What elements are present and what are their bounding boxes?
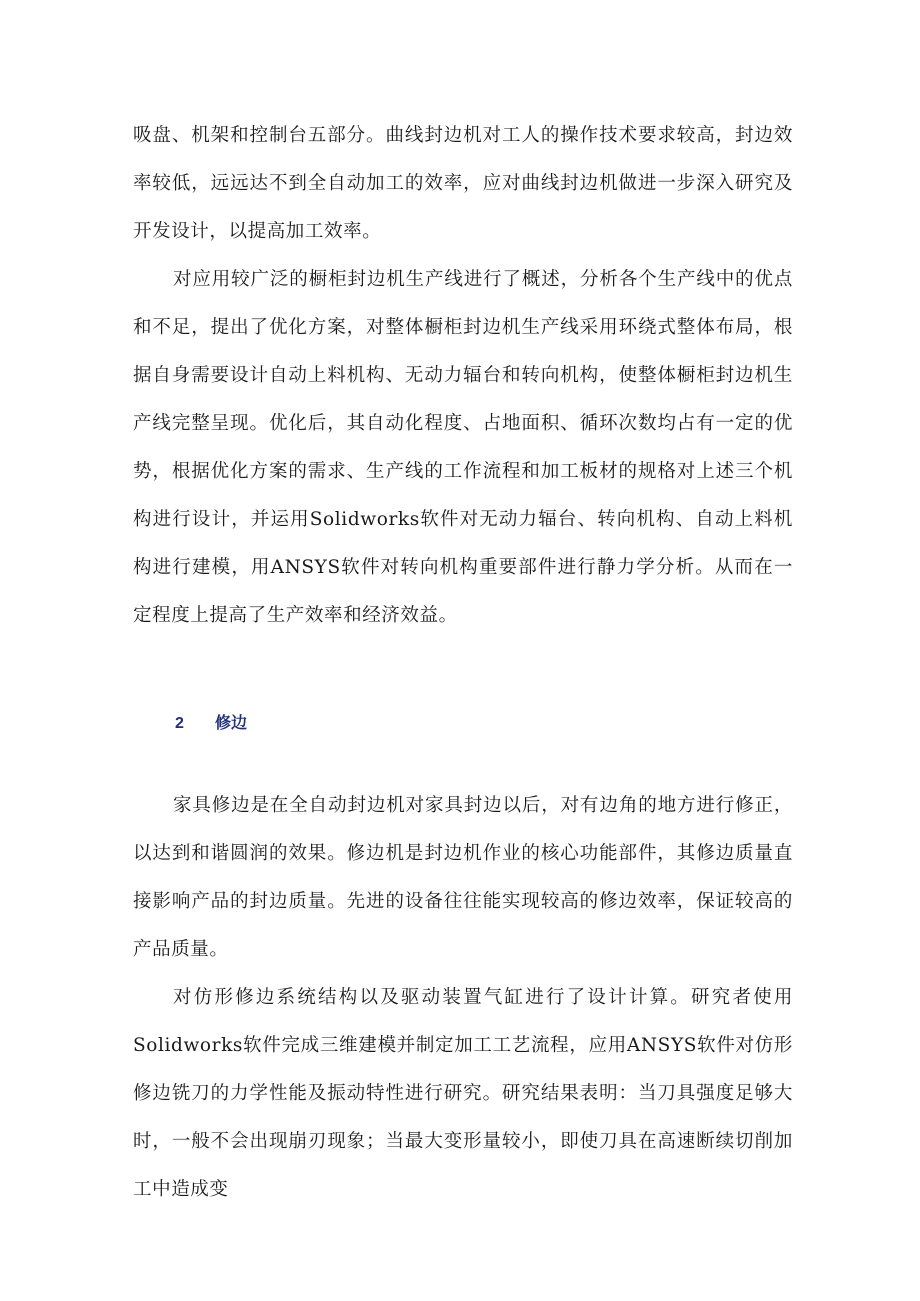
section-heading — [175, 712, 247, 736]
section-title: 修边 — [215, 715, 248, 732]
paragraph-trimming-research: 对仿形修边系统结构以及驱动装置气缸进行了设计计算。研究者使用Solidworks软件完成三维建模并制定加工工艺流程，应用ANSYS软件对仿形修边铣刀的力学性能及振动特性进行研究。研究结果表明：当刀具强度足够大时，一般不会出现崩刃现象；当最大变形量较小，即使刀具在高速断续切削加工中造成变 — [133, 987, 793, 1200]
paragraph-continuation: 吸盘、机架和控制台五部分。曲线封边机对工人的操作技术要求较高，封边效率较低，远远达不到全自动加工的效率，应对曲线封边机做进一步深入研究及开发设计，以提高加工效率。 — [133, 125, 793, 242]
paragraph-production-line: 对应用较广泛的橱柜封边机生产线进行了概述，分析各个生产线中的优点和不足，提出了优化方案，对整体橱柜封边机生产线采用环绕式整体布局，根据自身需要设计自动上料机构、无动力辐台和转向机构，使整体橱柜封边机生产线完整呈现。优化后，其自动化程度、占地面积、循环次数均占有一定的优势，根据优化方案的需求、生产线的工作流程和加工板材的规格对上述三个机构进行设计，并运用Solidworks软件对无动力辐台、转向机构、自动上料机构进行建模，用ANSYS软件对转向机构重要部件进行静力学分析。从而在一定程度上提高了生产效率和经济效益。 — [133, 269, 793, 626]
section-number: 2 — [175, 715, 184, 732]
paragraph-trimming-intro: 家具修边是在全自动封边机对家具封边以后，对有边角的地方进行修正，以达到和谐圆润的效果。修边机是封边机作业的核心功能部件，其修边质量直接影响产品的封边质量。先进的设备往往能实现较高的修边效率，保证较高的产品质量。 — [133, 795, 793, 960]
